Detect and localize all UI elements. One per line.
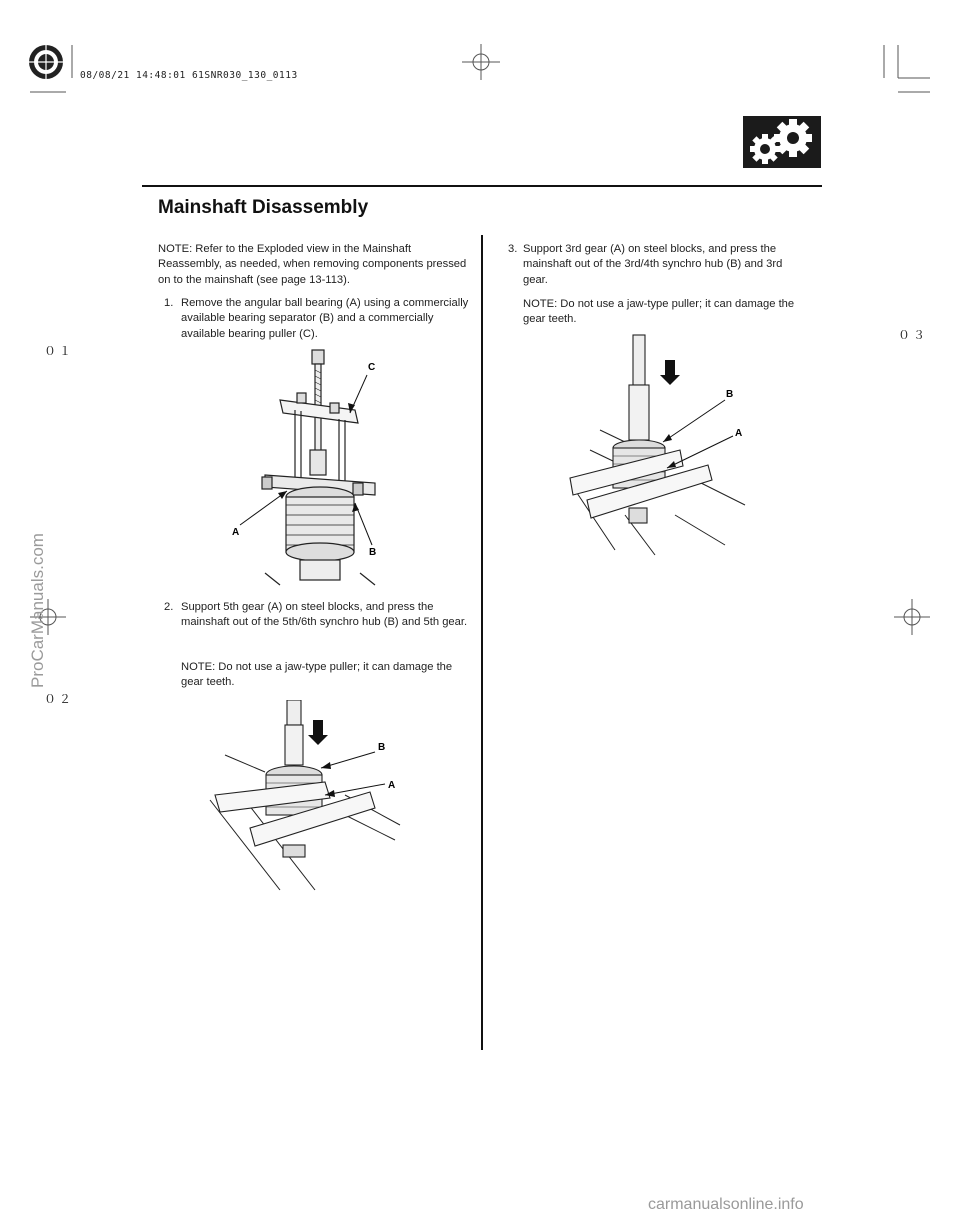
step-2-note: NOTE: Do not use a jaw-type puller; it can damage the gear teeth. [181,661,453,689]
step-2-number: 2. [164,601,174,613]
step-1-text: Remove the angular ball bearing (A) using a commercially available bearing separator (B) and a commercially available bearing puller (C). [181,297,469,340]
fig1-label-c: C [368,362,376,373]
fig1-label-a: A [232,527,240,538]
fig1-label-b: B [369,547,377,558]
fig3-label-a: A [735,428,743,439]
watermark-bottom: carmanualsonline.info [648,1196,804,1213]
gears-logo-icon [743,116,821,168]
figure-bearing-puller [225,345,405,595]
step-2-text: Support 5th gear (A) on steel blocks, and press the mainshaft out of the 5th/6th synchro hub (B) and 5th gear. [181,601,468,629]
step-2 [164,600,474,700]
fig2-label-b: B [378,742,386,753]
step-3-note: NOTE: Do not use a jaw-type puller; it can damage the gear teeth. [523,298,795,326]
side-marker-01: ０１ [44,344,75,358]
figure-press-5th-gear [205,700,405,895]
column-divider [481,235,483,1050]
step-1-number: 1. [164,297,174,309]
press-arrow-icon [660,360,680,385]
header-rule [142,185,822,187]
registration-mark-icon [27,43,65,81]
intro-note: NOTE: Refer to the Exploded view in the Mainshaft Reassembly, as needed, when removing components pressed on to the mainshaft (see page 13-113). [158,243,467,286]
step-1 [164,296,474,346]
fig3-label-b: B [726,389,734,400]
step-3 [508,242,808,342]
step-3-number: 3. [508,243,518,255]
side-marker-03: ０３ [898,328,929,342]
side-marker-02: ０２ [44,692,75,706]
fig2-label-a: A [388,780,396,791]
press-arrow-icon [308,720,328,745]
figure-press-3rd-gear [565,330,755,560]
watermark-left: ProCarManuals.com [28,533,47,688]
step-3-text: Support 3rd gear (A) on steel blocks, and press the mainshaft out of the 3rd/4th synchro hub (B) and 3rd gear. [523,243,783,286]
print-stamp: 08/08/21 14:48:01 61SNR030_130_0113 [80,70,298,81]
page-title: Mainshaft Disassembly [158,197,369,218]
